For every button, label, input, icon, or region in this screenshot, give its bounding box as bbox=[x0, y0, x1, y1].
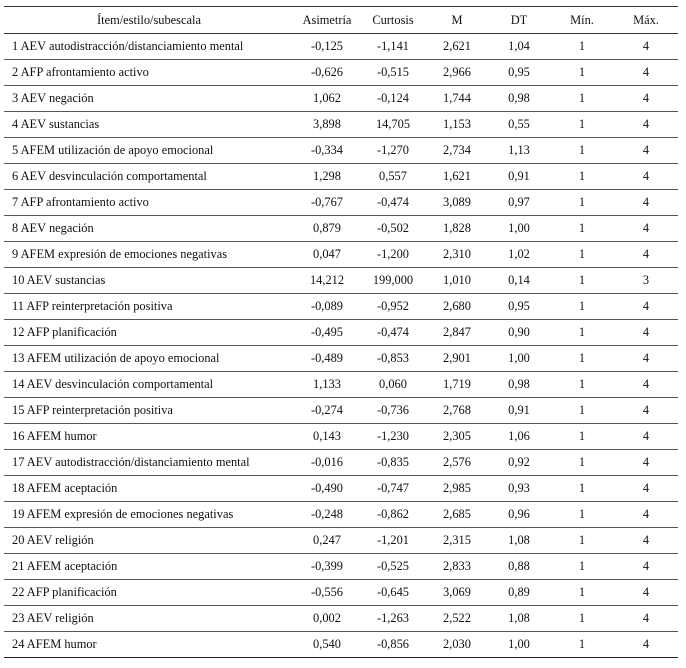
cell-m: 2,966 bbox=[426, 60, 488, 86]
cell-min: 1 bbox=[550, 528, 614, 554]
table-row bbox=[4, 242, 678, 268]
cell-max: 4 bbox=[614, 528, 678, 554]
cell-item: 24 AFEM humor bbox=[4, 632, 294, 658]
table-row bbox=[4, 398, 678, 424]
table-row bbox=[4, 424, 678, 450]
cell-dt: 0,96 bbox=[488, 502, 550, 528]
cell-curtosis: -0,645 bbox=[360, 580, 426, 606]
table-row bbox=[4, 216, 678, 242]
cell-asimetria: -0,334 bbox=[294, 138, 360, 164]
cell-max: 4 bbox=[614, 320, 678, 346]
table-row bbox=[4, 164, 678, 190]
cell-max: 4 bbox=[614, 580, 678, 606]
cell-item: 7 AFP afrontamiento activo bbox=[4, 190, 294, 216]
cell-dt: 0,98 bbox=[488, 86, 550, 112]
cell-asimetria: 1,298 bbox=[294, 164, 360, 190]
header-curtosis: Curtosis bbox=[360, 7, 426, 34]
cell-m: 1,744 bbox=[426, 86, 488, 112]
cell-item: 14 AEV desvinculación comportamental bbox=[4, 372, 294, 398]
table-row bbox=[4, 528, 678, 554]
cell-dt: 0,97 bbox=[488, 190, 550, 216]
cell-item: 5 AFEM utilización de apoyo emocional bbox=[4, 138, 294, 164]
cell-asimetria: -0,489 bbox=[294, 346, 360, 372]
cell-min: 1 bbox=[550, 450, 614, 476]
cell-curtosis: -0,515 bbox=[360, 60, 426, 86]
table-row bbox=[4, 34, 678, 60]
cell-m: 1,621 bbox=[426, 164, 488, 190]
cell-curtosis: 0,557 bbox=[360, 164, 426, 190]
cell-item: 15 AFP reinterpretación positiva bbox=[4, 398, 294, 424]
cell-m: 1,010 bbox=[426, 268, 488, 294]
header-max: Máx. bbox=[614, 7, 678, 34]
cell-max: 4 bbox=[614, 242, 678, 268]
cell-item: 12 AFP planificación bbox=[4, 320, 294, 346]
cell-asimetria: 0,540 bbox=[294, 632, 360, 658]
cell-max: 4 bbox=[614, 34, 678, 60]
cell-asimetria: 14,212 bbox=[294, 268, 360, 294]
cell-curtosis: -1,141 bbox=[360, 34, 426, 60]
cell-m: 2,768 bbox=[426, 398, 488, 424]
cell-dt: 0,98 bbox=[488, 372, 550, 398]
cell-max: 4 bbox=[614, 554, 678, 580]
cell-m: 2,315 bbox=[426, 528, 488, 554]
cell-dt: 0,92 bbox=[488, 450, 550, 476]
cell-m: 2,030 bbox=[426, 632, 488, 658]
cell-max: 4 bbox=[614, 60, 678, 86]
header-min: Mín. bbox=[550, 7, 614, 34]
cell-min: 1 bbox=[550, 502, 614, 528]
cell-dt: 0,55 bbox=[488, 112, 550, 138]
table-row bbox=[4, 86, 678, 112]
cell-m: 2,734 bbox=[426, 138, 488, 164]
cell-item: 22 AFP planificación bbox=[4, 580, 294, 606]
cell-curtosis: -0,856 bbox=[360, 632, 426, 658]
cell-max: 4 bbox=[614, 606, 678, 632]
cell-curtosis: -0,474 bbox=[360, 320, 426, 346]
cell-max: 4 bbox=[614, 294, 678, 320]
cell-curtosis: -1,263 bbox=[360, 606, 426, 632]
cell-min: 1 bbox=[550, 216, 614, 242]
cell-dt: 1,02 bbox=[488, 242, 550, 268]
cell-max: 4 bbox=[614, 502, 678, 528]
cell-max: 4 bbox=[614, 138, 678, 164]
table-row bbox=[4, 268, 678, 294]
cell-asimetria: -0,016 bbox=[294, 450, 360, 476]
cell-max: 4 bbox=[614, 164, 678, 190]
cell-asimetria: 3,898 bbox=[294, 112, 360, 138]
cell-asimetria: -0,490 bbox=[294, 476, 360, 502]
header-item: Ítem/estilo/subescala bbox=[4, 7, 294, 34]
cell-max: 4 bbox=[614, 86, 678, 112]
cell-item: 19 AFEM expresión de emociones negativas bbox=[4, 502, 294, 528]
cell-dt: 1,06 bbox=[488, 424, 550, 450]
cell-curtosis: -1,201 bbox=[360, 528, 426, 554]
cell-min: 1 bbox=[550, 112, 614, 138]
cell-m: 2,305 bbox=[426, 424, 488, 450]
cell-dt: 0,95 bbox=[488, 60, 550, 86]
cell-asimetria: -0,767 bbox=[294, 190, 360, 216]
cell-dt: 1,08 bbox=[488, 606, 550, 632]
cell-asimetria: 0,002 bbox=[294, 606, 360, 632]
cell-max: 4 bbox=[614, 372, 678, 398]
cell-curtosis: -0,502 bbox=[360, 216, 426, 242]
cell-min: 1 bbox=[550, 86, 614, 112]
cell-curtosis: 0,060 bbox=[360, 372, 426, 398]
header-m: M bbox=[426, 7, 488, 34]
cell-curtosis: -1,230 bbox=[360, 424, 426, 450]
cell-min: 1 bbox=[550, 632, 614, 658]
cell-asimetria: -0,556 bbox=[294, 580, 360, 606]
cell-curtosis: -0,525 bbox=[360, 554, 426, 580]
cell-item: 3 AEV negación bbox=[4, 86, 294, 112]
cell-min: 1 bbox=[550, 554, 614, 580]
table-body bbox=[4, 34, 678, 658]
cell-curtosis: -0,736 bbox=[360, 398, 426, 424]
table-header bbox=[4, 7, 678, 34]
cell-max: 4 bbox=[614, 112, 678, 138]
cell-asimetria: 0,879 bbox=[294, 216, 360, 242]
cell-min: 1 bbox=[550, 606, 614, 632]
cell-item: 11 AFP reinterpretación positiva bbox=[4, 294, 294, 320]
cell-m: 2,522 bbox=[426, 606, 488, 632]
cell-m: 2,847 bbox=[426, 320, 488, 346]
cell-min: 1 bbox=[550, 372, 614, 398]
cell-curtosis: -1,270 bbox=[360, 138, 426, 164]
cell-asimetria: -0,274 bbox=[294, 398, 360, 424]
header-dt: DT bbox=[488, 7, 550, 34]
cell-asimetria: -0,248 bbox=[294, 502, 360, 528]
table-row bbox=[4, 346, 678, 372]
cell-dt: 0,89 bbox=[488, 580, 550, 606]
cell-dt: 0,88 bbox=[488, 554, 550, 580]
cell-min: 1 bbox=[550, 190, 614, 216]
cell-item: 17 AEV autodistracción/distanciamiento mental bbox=[4, 450, 294, 476]
cell-min: 1 bbox=[550, 398, 614, 424]
table-row bbox=[4, 606, 678, 632]
cell-m: 2,833 bbox=[426, 554, 488, 580]
cell-asimetria: 0,143 bbox=[294, 424, 360, 450]
cell-min: 1 bbox=[550, 268, 614, 294]
cell-max: 3 bbox=[614, 268, 678, 294]
cell-dt: 1,13 bbox=[488, 138, 550, 164]
cell-item: 20 AEV religión bbox=[4, 528, 294, 554]
cell-m: 1,719 bbox=[426, 372, 488, 398]
cell-max: 4 bbox=[614, 632, 678, 658]
cell-curtosis: -0,747 bbox=[360, 476, 426, 502]
cell-asimetria: -0,089 bbox=[294, 294, 360, 320]
cell-min: 1 bbox=[550, 294, 614, 320]
table-header-row bbox=[4, 7, 678, 34]
cell-max: 4 bbox=[614, 190, 678, 216]
cell-item: 13 AFEM utilización de apoyo emocional bbox=[4, 346, 294, 372]
cell-max: 4 bbox=[614, 424, 678, 450]
cell-m: 2,621 bbox=[426, 34, 488, 60]
cell-min: 1 bbox=[550, 424, 614, 450]
cell-asimetria: -0,399 bbox=[294, 554, 360, 580]
cell-max: 4 bbox=[614, 398, 678, 424]
cell-m: 3,089 bbox=[426, 190, 488, 216]
cell-asimetria: 1,133 bbox=[294, 372, 360, 398]
cell-m: 3,069 bbox=[426, 580, 488, 606]
cell-dt: 1,04 bbox=[488, 34, 550, 60]
cell-m: 2,985 bbox=[426, 476, 488, 502]
cell-curtosis: -0,952 bbox=[360, 294, 426, 320]
cell-dt: 1,08 bbox=[488, 528, 550, 554]
cell-min: 1 bbox=[550, 164, 614, 190]
cell-curtosis: 14,705 bbox=[360, 112, 426, 138]
cell-curtosis: -1,200 bbox=[360, 242, 426, 268]
table-row bbox=[4, 632, 678, 658]
cell-asimetria: -0,495 bbox=[294, 320, 360, 346]
cell-dt: 0,90 bbox=[488, 320, 550, 346]
cell-curtosis: -0,124 bbox=[360, 86, 426, 112]
cell-m: 2,680 bbox=[426, 294, 488, 320]
cell-item: 8 AEV negación bbox=[4, 216, 294, 242]
cell-max: 4 bbox=[614, 450, 678, 476]
table-row bbox=[4, 294, 678, 320]
cell-min: 1 bbox=[550, 320, 614, 346]
cell-curtosis: -0,835 bbox=[360, 450, 426, 476]
cell-min: 1 bbox=[550, 138, 614, 164]
cell-asimetria: -0,125 bbox=[294, 34, 360, 60]
cell-dt: 0,95 bbox=[488, 294, 550, 320]
cell-m: 2,310 bbox=[426, 242, 488, 268]
cell-item: 2 AFP afrontamiento activo bbox=[4, 60, 294, 86]
table-row bbox=[4, 554, 678, 580]
cell-asimetria: 0,247 bbox=[294, 528, 360, 554]
descriptive-statistics-table bbox=[4, 6, 678, 658]
cell-item: 16 AFEM humor bbox=[4, 424, 294, 450]
cell-dt: 0,14 bbox=[488, 268, 550, 294]
cell-dt: 1,00 bbox=[488, 216, 550, 242]
cell-m: 2,901 bbox=[426, 346, 488, 372]
cell-min: 1 bbox=[550, 34, 614, 60]
cell-curtosis: -0,853 bbox=[360, 346, 426, 372]
cell-item: 23 AEV religión bbox=[4, 606, 294, 632]
cell-asimetria: 0,047 bbox=[294, 242, 360, 268]
cell-dt: 0,91 bbox=[488, 164, 550, 190]
header-asimetria: Asimetría bbox=[294, 7, 360, 34]
cell-m: 2,685 bbox=[426, 502, 488, 528]
cell-item: 9 AFEM expresión de emociones negativas bbox=[4, 242, 294, 268]
cell-curtosis: -0,474 bbox=[360, 190, 426, 216]
cell-max: 4 bbox=[614, 346, 678, 372]
cell-dt: 0,93 bbox=[488, 476, 550, 502]
cell-m: 1,153 bbox=[426, 112, 488, 138]
table-row bbox=[4, 112, 678, 138]
table-row bbox=[4, 138, 678, 164]
table-row bbox=[4, 60, 678, 86]
table-row bbox=[4, 372, 678, 398]
cell-item: 6 AEV desvinculación comportamental bbox=[4, 164, 294, 190]
cell-min: 1 bbox=[550, 346, 614, 372]
cell-max: 4 bbox=[614, 476, 678, 502]
cell-dt: 0,91 bbox=[488, 398, 550, 424]
descriptive-statistics-table-container bbox=[4, 6, 678, 658]
cell-dt: 1,00 bbox=[488, 632, 550, 658]
table-row bbox=[4, 580, 678, 606]
table-row bbox=[4, 502, 678, 528]
table-row bbox=[4, 450, 678, 476]
table-row bbox=[4, 476, 678, 502]
cell-curtosis: -0,862 bbox=[360, 502, 426, 528]
cell-item: 1 AEV autodistracción/distanciamiento mental bbox=[4, 34, 294, 60]
cell-min: 1 bbox=[550, 242, 614, 268]
cell-curtosis: 199,000 bbox=[360, 268, 426, 294]
cell-item: 10 AEV sustancias bbox=[4, 268, 294, 294]
cell-item: 4 AEV sustancias bbox=[4, 112, 294, 138]
cell-asimetria: 1,062 bbox=[294, 86, 360, 112]
cell-dt: 1,00 bbox=[488, 346, 550, 372]
cell-m: 1,828 bbox=[426, 216, 488, 242]
cell-min: 1 bbox=[550, 476, 614, 502]
cell-m: 2,576 bbox=[426, 450, 488, 476]
table-row bbox=[4, 320, 678, 346]
cell-min: 1 bbox=[550, 580, 614, 606]
cell-asimetria: -0,626 bbox=[294, 60, 360, 86]
table-row bbox=[4, 190, 678, 216]
cell-min: 1 bbox=[550, 60, 614, 86]
cell-item: 18 AFEM aceptación bbox=[4, 476, 294, 502]
cell-item: 21 AFEM aceptación bbox=[4, 554, 294, 580]
cell-max: 4 bbox=[614, 216, 678, 242]
